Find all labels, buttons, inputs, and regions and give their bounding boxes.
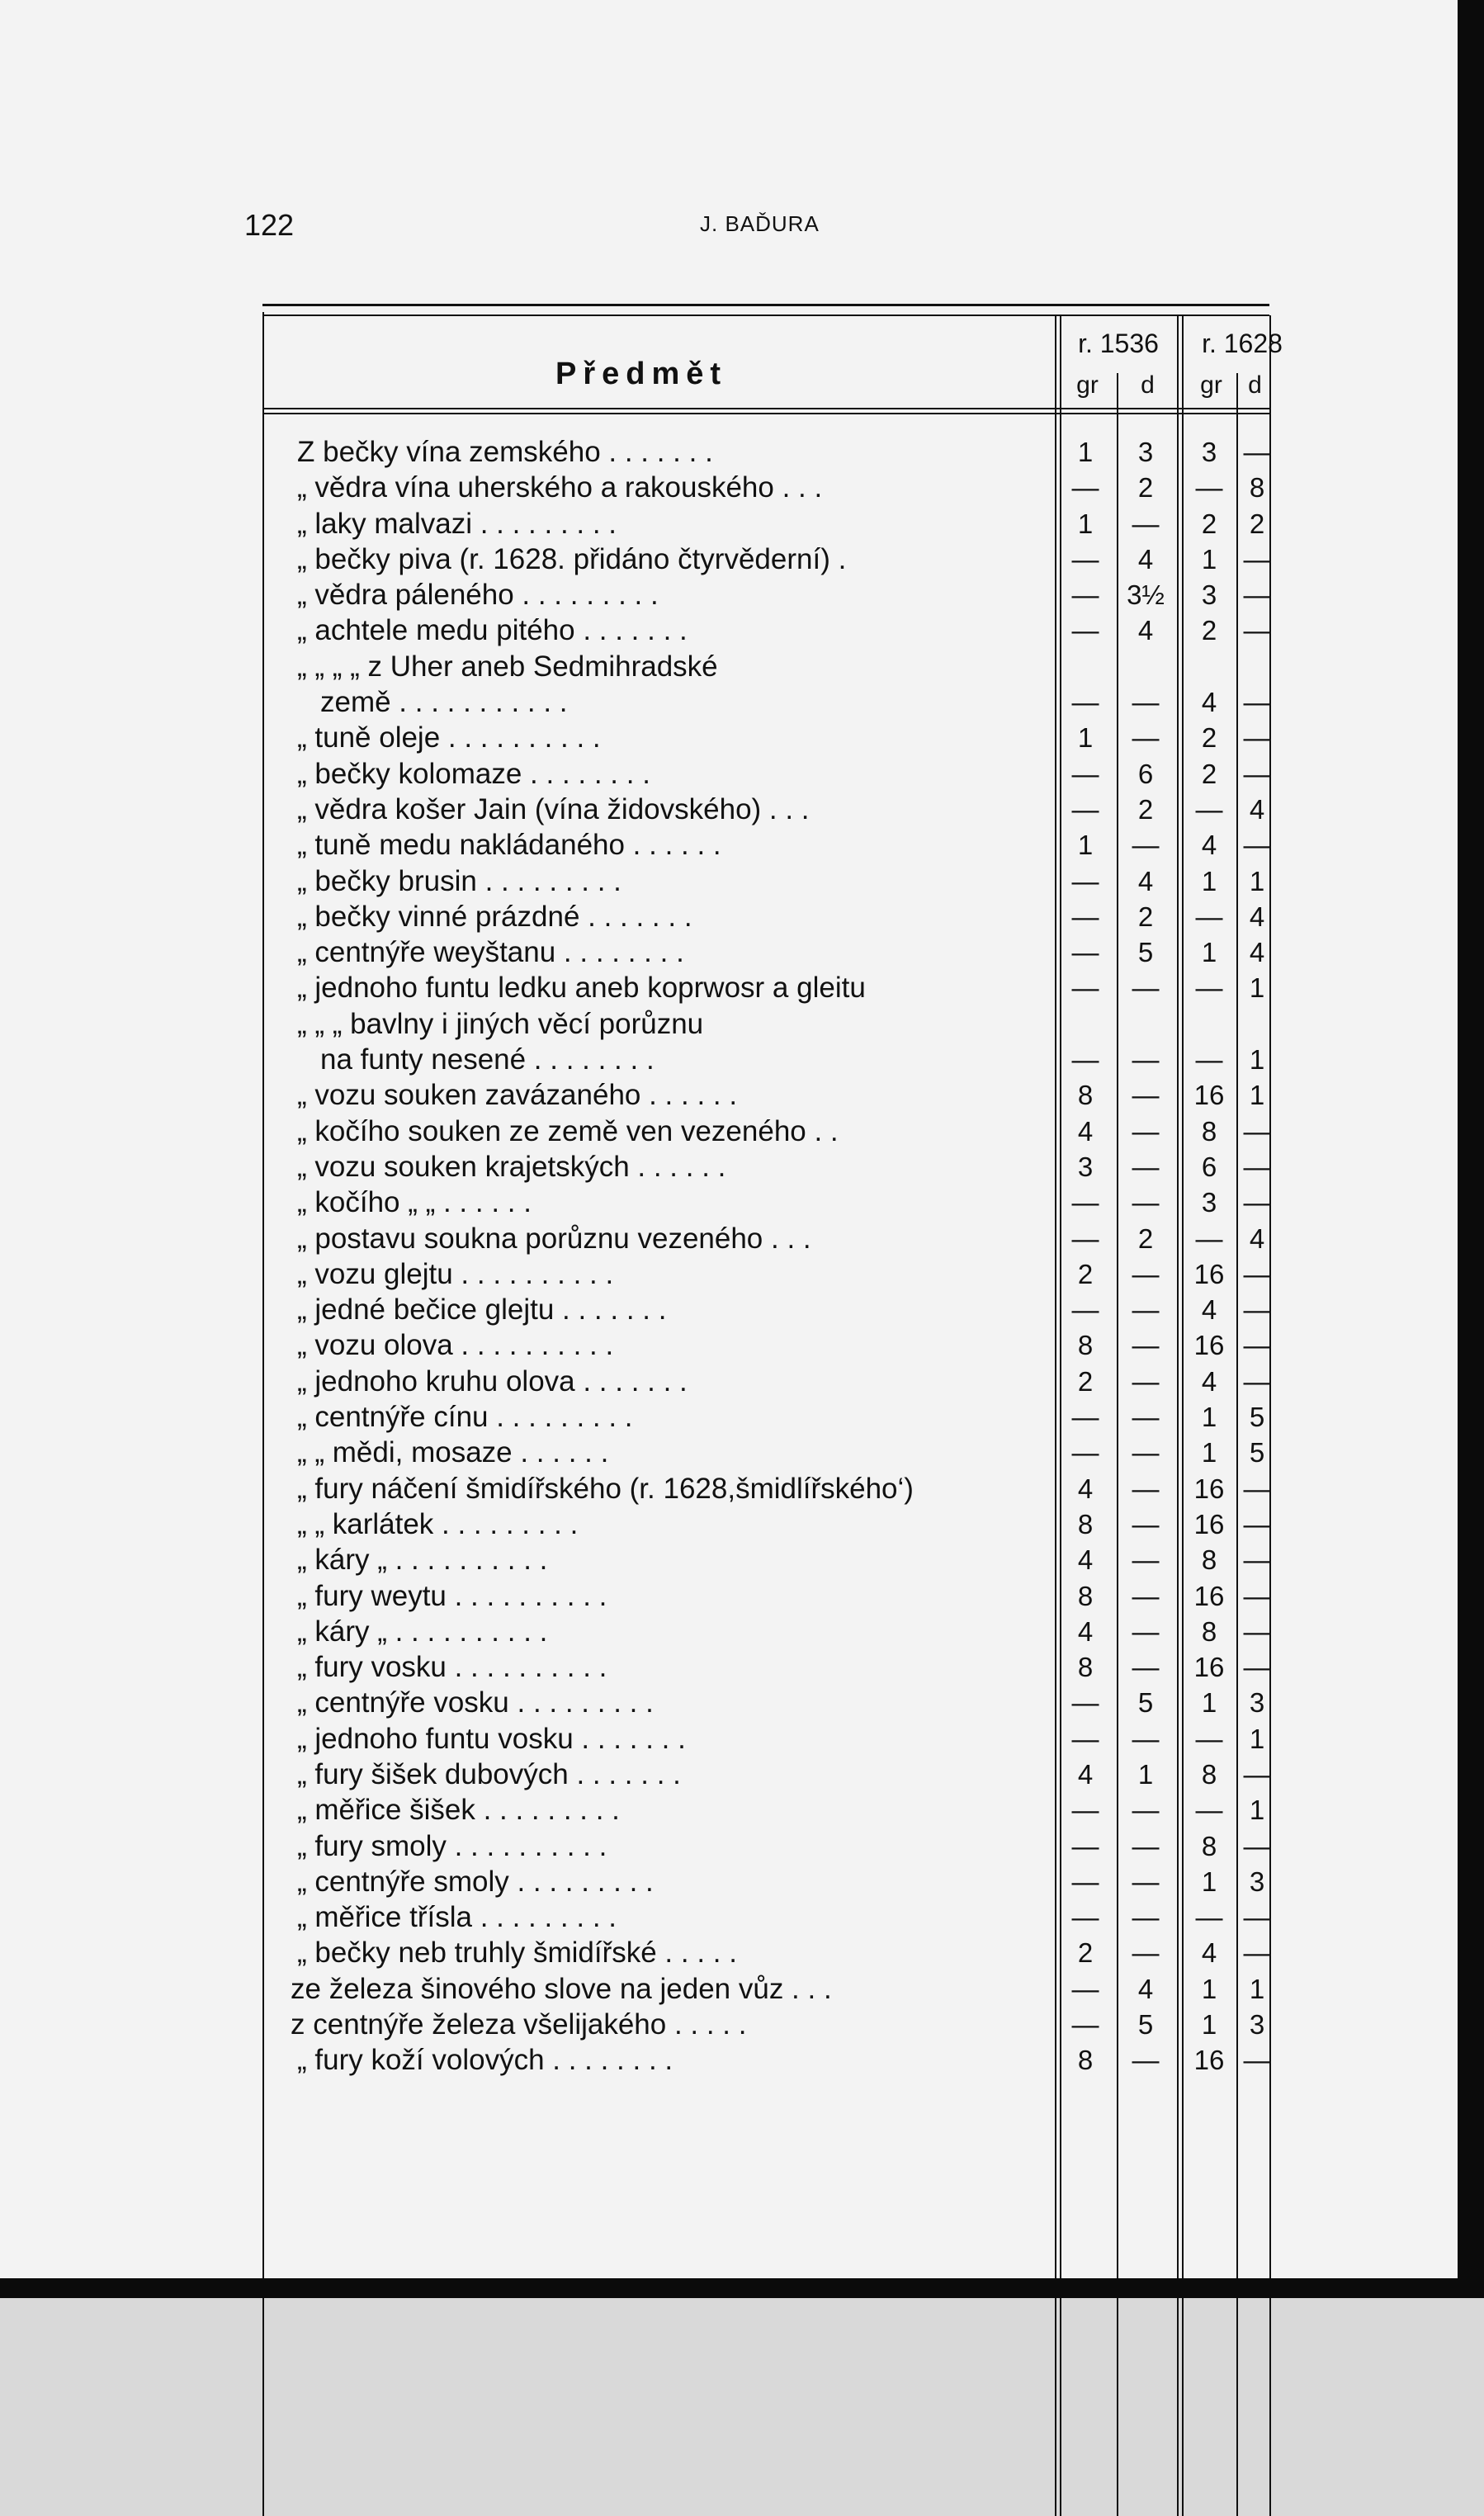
table-row <box>262 1364 1269 1399</box>
gr-1628-value: 16 <box>1193 1330 1225 1361</box>
gr-1628-value: — <box>1195 901 1223 932</box>
gr-1536-value: — <box>1071 972 1099 1004</box>
gr-1628-value: 1 <box>1201 865 1217 896</box>
item-label: „ bečky brusin . . . . . . . . . <box>297 864 621 897</box>
scan-edge <box>0 2278 1484 2298</box>
gr-1628-value: 16 <box>1193 1473 1225 1504</box>
table-row <box>262 1006 1269 1042</box>
d-1628-value: — <box>1243 1652 1271 1683</box>
gr-1536-value: 4 <box>1077 1115 1094 1147</box>
d-1628-value: — <box>1243 1544 1271 1576</box>
d-1536-value: — <box>1132 1473 1160 1504</box>
table-row <box>262 506 1269 542</box>
gr-1536-value: — <box>1071 1223 1099 1254</box>
item-label: „ jednoho kruhu olova . . . . . . . <box>297 1364 688 1398</box>
d-1628-value: 4 <box>1249 1223 1265 1254</box>
item-label: „ jednoho funtu ledku aneb koprwosr a gleitu <box>297 972 866 1005</box>
d-1536-value: 3 <box>1137 437 1154 467</box>
gr-1536-value: — <box>1071 1723 1099 1754</box>
table-row <box>262 1327 1269 1363</box>
item-label: „ „ karlátek . . . . . . . . . <box>297 1507 579 1540</box>
gr-1628-value: 8 <box>1201 1615 1217 1647</box>
item-label: „ achtele medu pitého . . . . . . . <box>297 614 688 647</box>
item-label: „ kočího souken ze země ven vezeného . . <box>297 1114 839 1147</box>
d-1628-value: 5 <box>1249 1437 1265 1468</box>
gr-1628-value: 2 <box>1201 615 1217 646</box>
table-row <box>262 1185 1269 1220</box>
gr-1628-value: 3 <box>1201 437 1217 467</box>
d-1536-value: — <box>1132 1330 1160 1361</box>
d-1536-value: 4 <box>1137 615 1154 646</box>
d-1628-value: — <box>1243 615 1271 646</box>
gr-1628-value: 16 <box>1193 1080 1225 1111</box>
gr-1536-value: 8 <box>1077 1508 1094 1539</box>
d-1536-value: — <box>1132 1151 1160 1182</box>
table-row <box>262 934 1269 970</box>
table-row <box>262 1578 1269 1614</box>
table-row <box>262 1935 1269 1970</box>
d-1628-value: 3 <box>1249 1866 1265 1897</box>
item-label: „ fury šišek dubových . . . . . . . <box>297 1757 681 1790</box>
item-label: „ káry „ . . . . . . . . . . <box>297 1615 548 1648</box>
d-1536-value: — <box>1132 1866 1160 1897</box>
gr-1628-value: — <box>1195 1044 1223 1076</box>
item-label: „ káry „ . . . . . . . . . . <box>297 1544 548 1577</box>
gr-1628-value: 4 <box>1201 830 1217 861</box>
gr-1536-value: — <box>1071 543 1099 575</box>
gr-1536-value: — <box>1071 2009 1099 2041</box>
gr-1628-value: 3 <box>1201 1187 1217 1218</box>
gr-1628-value: 6 <box>1201 1151 1217 1182</box>
gr-1536-value: 8 <box>1077 1580 1094 1611</box>
item-label: „ bečky piva (r. 1628. přidáno čtyrvěderní) . <box>297 542 847 575</box>
gr-1628-value: — <box>1195 472 1223 504</box>
table-row <box>262 1399 1269 1435</box>
table-row <box>262 1899 1269 1935</box>
gr-1536-value: — <box>1071 1830 1099 1861</box>
gr-1536-value: 4 <box>1077 1758 1094 1790</box>
d-1536-value: — <box>1132 1723 1160 1754</box>
d-1628-value: — <box>1243 543 1271 575</box>
table-row <box>262 1828 1269 1864</box>
item-label: země . . . . . . . . . . . <box>320 686 568 719</box>
item-label: na funty nesené . . . . . . . . <box>320 1043 655 1076</box>
gr-1628-header: gr <box>1200 371 1222 399</box>
d-1628-value: — <box>1243 1187 1271 1218</box>
d-1628-value: 5 <box>1249 1402 1265 1433</box>
gr-1536-value: 1 <box>1077 437 1094 467</box>
gr-1536-value: — <box>1071 1687 1099 1719</box>
d-1628-value: — <box>1243 2045 1271 2076</box>
d-1628-header: d <box>1248 371 1262 399</box>
item-label: „ „ „ „ z Uher aneb Sedmihradské <box>297 650 718 683</box>
gr-1536-value: — <box>1071 901 1099 932</box>
gr-1536-value: 4 <box>1077 1544 1094 1576</box>
d-1536-value: — <box>1132 1402 1160 1433</box>
d-1628-value: — <box>1243 1473 1271 1504</box>
table-row <box>262 1077 1269 1113</box>
d-1628-value: 4 <box>1249 793 1265 825</box>
d-1536-value: — <box>1132 1294 1160 1326</box>
header-rule-double <box>262 413 1269 414</box>
item-label: „ vozu olova . . . . . . . . . . <box>297 1329 614 1362</box>
gr-1536-value: — <box>1071 1902 1099 1933</box>
table-row <box>262 1042 1269 1077</box>
gr-1536-value: 3 <box>1077 1151 1094 1182</box>
gr-1628-value: 1 <box>1201 1866 1217 1897</box>
gr-1536-value: 1 <box>1077 722 1094 754</box>
item-label: „ vědra páleného . . . . . . . . . <box>297 579 659 612</box>
table-row <box>262 542 1269 577</box>
item-label: „ centnýře smoly . . . . . . . . . <box>297 1865 654 1898</box>
table-row <box>262 1256 1269 1292</box>
year-1628-header: r. 1628 <box>1202 329 1283 358</box>
table-row <box>262 756 1269 792</box>
d-1628-value: 8 <box>1249 472 1265 504</box>
gr-1536-value: — <box>1071 1294 1099 1326</box>
table-row <box>262 1614 1269 1649</box>
item-label: „ vozu souken krajetských . . . . . . <box>297 1150 726 1183</box>
table-row <box>262 720 1269 755</box>
d-1536-value: — <box>1132 1937 1160 1969</box>
d-1628-value: — <box>1243 1615 1271 1647</box>
d-1628-value: — <box>1243 1758 1271 1790</box>
page-number: 122 <box>244 208 295 242</box>
item-label: „ „ mědi, mosaze . . . . . . <box>297 1436 609 1469</box>
d-1628-value: 1 <box>1249 1723 1265 1754</box>
gr-1628-value: 2 <box>1201 722 1217 754</box>
table-row <box>262 1792 1269 1828</box>
gr-1536-header: gr <box>1076 371 1099 399</box>
item-label: „ kočího „ „ . . . . . . <box>297 1186 532 1219</box>
gr-1628-value: 16 <box>1193 2045 1225 2076</box>
gr-1536-value: — <box>1071 758 1099 789</box>
item-label: „ centnýře weyštanu . . . . . . . . <box>297 936 684 969</box>
d-1628-value: — <box>1243 1937 1271 1969</box>
d-1536-value: — <box>1132 2045 1160 2076</box>
d-1628-value: 2 <box>1249 508 1265 539</box>
gr-1536-value: — <box>1071 1866 1099 1897</box>
gr-1628-value: 1 <box>1201 1687 1217 1719</box>
d-1536-value: — <box>1132 1902 1160 1933</box>
table-row <box>262 470 1269 505</box>
table-row <box>262 1864 1269 1899</box>
d-1536-value: — <box>1132 1258 1160 1289</box>
d-1628-value: 1 <box>1249 1795 1265 1826</box>
d-1628-value: — <box>1243 758 1271 789</box>
d-1536-value: 2 <box>1137 901 1154 932</box>
gr-1628-value: 1 <box>1201 1973 1217 2004</box>
d-1628-value: — <box>1243 687 1271 718</box>
d-1536-value: — <box>1132 1437 1160 1468</box>
d-1536-value: 4 <box>1137 865 1154 896</box>
gr-1628-value: 4 <box>1201 1365 1217 1397</box>
table-row <box>262 1685 1269 1720</box>
table-row <box>262 1435 1269 1470</box>
gr-1536-value: — <box>1071 615 1099 646</box>
gr-1536-value: 4 <box>1077 1473 1094 1504</box>
item-label: „ laky malvazi . . . . . . . . . <box>297 507 617 540</box>
gr-1536-value: 8 <box>1077 1652 1094 1683</box>
subject-column-header: Předmět <box>555 357 728 391</box>
gr-1628-value: 2 <box>1201 758 1217 789</box>
gr-1536-value: 2 <box>1077 1258 1094 1289</box>
item-label: „ měřice třísla . . . . . . . . . <box>297 1901 617 1934</box>
item-label: „ fury koží volových . . . . . . . . <box>297 2044 673 2077</box>
d-1536-value: 5 <box>1137 937 1154 968</box>
table-row <box>262 1649 1269 1685</box>
gr-1536-value: 8 <box>1077 1330 1094 1361</box>
running-head: J. BAĎURA <box>700 211 820 236</box>
item-label: „ postavu soukna porůznu vezeného . . . <box>297 1222 811 1255</box>
gr-1628-value: — <box>1195 1902 1223 1933</box>
d-1536-value: — <box>1132 1795 1160 1826</box>
table-row <box>262 1542 1269 1577</box>
d-1536-value: — <box>1132 1044 1160 1076</box>
table-row <box>262 1757 1269 1792</box>
item-label: „ fury náčení šmidířského (r. 1628,šmidlířského‘) <box>297 1472 914 1505</box>
gr-1536-value: — <box>1071 1973 1099 2004</box>
gr-1628-value: 8 <box>1201 1830 1217 1861</box>
d-1628-value: — <box>1243 1580 1271 1611</box>
table-row <box>262 1971 1269 2007</box>
d-1628-value: 1 <box>1249 972 1265 1004</box>
table-row <box>262 612 1269 648</box>
d-1536-value: — <box>1132 1615 1160 1647</box>
d-1536-value: — <box>1132 1508 1160 1539</box>
gr-1628-value: 8 <box>1201 1115 1217 1147</box>
gr-1536-value: 2 <box>1077 1937 1094 1969</box>
gr-1536-value: — <box>1071 579 1099 611</box>
table-row <box>262 792 1269 827</box>
d-1628-value: 4 <box>1249 901 1265 932</box>
gr-1536-value: — <box>1071 1044 1099 1076</box>
gr-1628-value: 4 <box>1201 1294 1217 1326</box>
d-1536-value: — <box>1132 722 1160 754</box>
gr-1628-value: 8 <box>1201 1758 1217 1790</box>
gr-1536-value: — <box>1071 1437 1099 1468</box>
gr-1628-value: — <box>1195 1723 1223 1754</box>
table-row <box>262 684 1269 720</box>
item-label: „ měřice šišek . . . . . . . . . <box>297 1794 620 1827</box>
item-label: „ fury vosku . . . . . . . . . . <box>297 1651 607 1684</box>
d-1628-value: 3 <box>1249 1687 1265 1719</box>
gr-1536-value: 1 <box>1077 508 1094 539</box>
table-body <box>262 434 1269 2079</box>
d-1536-value: — <box>1132 1080 1160 1111</box>
d-1628-value: 1 <box>1249 1044 1265 1076</box>
gr-1628-value: 1 <box>1201 937 1217 968</box>
header-rule <box>262 408 1269 409</box>
d-1536-value: — <box>1132 1830 1160 1861</box>
item-label: „ jednoho funtu vosku . . . . . . . <box>297 1722 686 1755</box>
table-row <box>262 2007 1269 2042</box>
d-1536-value: — <box>1132 687 1160 718</box>
gr-1628-value: 8 <box>1201 1544 1217 1576</box>
d-1628-value: — <box>1243 1365 1271 1397</box>
gr-1628-value: 1 <box>1201 543 1217 575</box>
d-1536-value: — <box>1132 1544 1160 1576</box>
gr-1536-value: — <box>1071 793 1099 825</box>
d-1536-value: 2 <box>1137 793 1154 825</box>
table-row <box>262 1721 1269 1757</box>
gr-1536-value: — <box>1071 937 1099 968</box>
d-1628-value: — <box>1243 437 1271 467</box>
table-row <box>262 434 1269 470</box>
d-1536-value: 5 <box>1137 2009 1154 2041</box>
table-row <box>262 1114 1269 1149</box>
table-top-rule <box>262 304 1269 316</box>
item-label: „ tuně oleje . . . . . . . . . . <box>297 721 601 754</box>
gr-1628-value: — <box>1195 793 1223 825</box>
gr-1536-value: 8 <box>1077 2045 1094 2076</box>
item-label: Z bečky vína zemského . . . . . . . <box>297 436 713 468</box>
gr-1628-value: 3 <box>1201 579 1217 611</box>
gr-1628-value: 1 <box>1201 1402 1217 1433</box>
d-1536-value: 1 <box>1137 1758 1154 1790</box>
d-1628-value: 4 <box>1249 937 1265 968</box>
item-label: „ „ „ bavlny i jiných věcí porůznu <box>297 1007 704 1040</box>
d-1628-value: 1 <box>1249 1973 1265 2004</box>
d-1536-value: 6 <box>1137 758 1154 789</box>
gr-1628-value: 4 <box>1201 1937 1217 1969</box>
d-1536-value: — <box>1132 1652 1160 1683</box>
d-1628-value: — <box>1243 1830 1271 1861</box>
item-label: „ tuně medu nakládaného . . . . . . <box>297 829 721 862</box>
d-1628-value: — <box>1243 722 1271 754</box>
d-1628-value: 1 <box>1249 1080 1265 1111</box>
d-1536-value: 2 <box>1137 1223 1154 1254</box>
d-1536-value: — <box>1132 830 1160 861</box>
d-1628-value: — <box>1243 1330 1271 1361</box>
d-1628-value: 3 <box>1249 2009 1265 2041</box>
item-label: ze železa šinového slove na jeden vůz . . . <box>291 1972 832 2005</box>
gr-1628-value: 16 <box>1193 1258 1225 1289</box>
d-1536-value: 3½ <box>1127 579 1165 611</box>
item-label: „ centnýře cínu . . . . . . . . . <box>297 1401 633 1434</box>
gr-1536-value: — <box>1071 1402 1099 1433</box>
table-header <box>262 315 1283 408</box>
d-1536-value: 2 <box>1137 472 1154 504</box>
table-row <box>262 970 1269 1005</box>
gr-1536-value: 2 <box>1077 1365 1094 1397</box>
d-1628-value: — <box>1243 1294 1271 1326</box>
d-1628-value: 1 <box>1249 865 1265 896</box>
gr-1536-value: — <box>1071 687 1099 718</box>
gr-1628-value: — <box>1195 1795 1223 1826</box>
d-1536-value: 4 <box>1137 543 1154 575</box>
item-label: „ vozu souken zavázaného . . . . . . <box>297 1079 738 1112</box>
item-label: „ vědra košer Jain (vína židovského) . . . <box>297 792 810 825</box>
item-label: „ fury weytu . . . . . . . . . . <box>297 1579 607 1612</box>
table-row <box>262 827 1269 863</box>
gr-1536-value: — <box>1071 472 1099 504</box>
d-1536-value: — <box>1132 972 1160 1004</box>
item-label: „ jedné bečice glejtu . . . . . . . <box>297 1293 667 1327</box>
gr-1536-value: 4 <box>1077 1615 1094 1647</box>
table-row <box>262 1506 1269 1542</box>
gr-1536-value: 1 <box>1077 830 1094 861</box>
item-label: „ bečky kolomaze . . . . . . . . <box>297 757 650 790</box>
d-1536-value: — <box>1132 508 1160 539</box>
d-1536-header: d <box>1141 371 1155 399</box>
table-row <box>262 649 1269 684</box>
table-row <box>262 1149 1269 1185</box>
item-label: z centnýře železa všelijakého . . . . . <box>291 2008 747 2041</box>
gr-1536-value: — <box>1071 1187 1099 1218</box>
gr-1628-value: 16 <box>1193 1508 1225 1539</box>
item-label: „ fury smoly . . . . . . . . . . <box>297 1829 607 1862</box>
gr-1628-value: 16 <box>1193 1580 1225 1611</box>
table-row <box>262 1471 1269 1506</box>
d-1628-value: — <box>1243 1508 1271 1539</box>
d-1628-value: — <box>1243 1151 1271 1182</box>
d-1536-value: — <box>1132 1115 1160 1147</box>
item-label: „ bečky neb truhly šmidířské . . . . . <box>297 1937 737 1970</box>
table-row <box>262 863 1269 899</box>
d-1628-value: — <box>1243 1115 1271 1147</box>
d-1628-value: — <box>1243 579 1271 611</box>
gr-1628-value: 1 <box>1201 1437 1217 1468</box>
gr-1628-value: — <box>1195 1223 1223 1254</box>
item-label: „ vozu glejtu . . . . . . . . . . <box>297 1257 614 1290</box>
gr-1628-value: — <box>1195 972 1223 1004</box>
d-1536-value: — <box>1132 1580 1160 1611</box>
table-row <box>262 1292 1269 1327</box>
table-row <box>262 1221 1269 1256</box>
scan-edge <box>1458 0 1484 2298</box>
gr-1536-value: — <box>1071 1795 1099 1826</box>
d-1628-value: — <box>1243 1902 1271 1933</box>
gr-1536-value: — <box>1071 865 1099 896</box>
gr-1628-value: 4 <box>1201 687 1217 718</box>
year-1536-header: r. 1536 <box>1078 329 1159 358</box>
d-1628-value: — <box>1243 1258 1271 1289</box>
gr-1536-value: 8 <box>1077 1080 1094 1111</box>
item-label: „ bečky vinné prázdné . . . . . . . <box>297 900 692 933</box>
gr-1628-value: 2 <box>1201 508 1217 539</box>
d-1536-value: 4 <box>1137 1973 1154 2004</box>
gr-1628-value: 16 <box>1193 1652 1225 1683</box>
table-row <box>262 2042 1269 2078</box>
d-1536-value: — <box>1132 1187 1160 1218</box>
d-1536-value: — <box>1132 1365 1160 1397</box>
d-1536-value: 5 <box>1137 1687 1154 1719</box>
table-row <box>262 899 1269 934</box>
item-label: „ vědra vína uherského a rakouského . . . <box>297 471 823 504</box>
table-row <box>262 577 1269 612</box>
item-label: „ centnýře vosku . . . . . . . . . <box>297 1686 654 1719</box>
d-1628-value: — <box>1243 830 1271 861</box>
gr-1628-value: 1 <box>1201 2009 1217 2041</box>
